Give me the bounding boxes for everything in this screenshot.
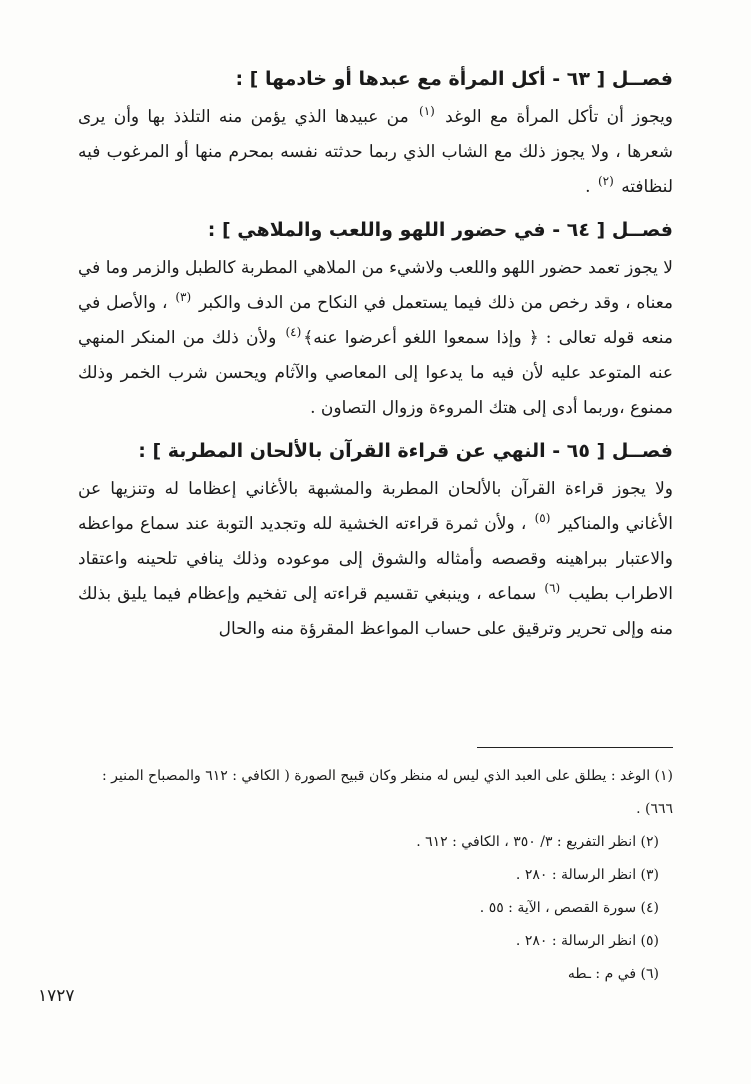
section-65 (78, 434, 673, 647)
footnote-1: (١) الوغد : يطلق على العبد الذي ليس له منظر وكان قبيح الصورة ( الكافي : ٦١٢ والمصباح المنير : ٦٦٦) . (102, 768, 673, 817)
text-run: من عبيدها الذي يؤمن منه التلذذ بها وأن يرى شعرها ، ولا يجوز ذلك مع الشاب الذي ربما حدثته نفسه بمحرم منها أو المرغوب فيه لنظافته (78, 107, 673, 197)
text-run: ولا يجوز قراءة القرآن بالألحان المطربة والمشبهة بالأغاني إعظاما له وتنزيها عن الأغاني والمناكير (78, 479, 674, 534)
heading-title: [ ٦٤ - في حضور اللهو واللعب والملاهي ] : (207, 219, 606, 241)
footnote-reference: (٦) (544, 581, 561, 596)
footnote-reference: (٥) (534, 511, 551, 526)
heading-fasl: فصــل (611, 68, 673, 90)
text-run: ، ولأن ثمرة قراءته الخشية لله وتجديد التوبة عند سماع مواعظه والاعتبار ببراهينه وقصصه وأمثاله والشوق إلى موعوده وذلك ينافي تلحينه واعتقاد الاطراب بطيب (78, 514, 673, 604)
footnote-6: (٦) في م : ـطه (567, 966, 659, 982)
footnote-2: (٢) انظر التفريع : ٣/ ٣٥٠ ، الكافي : ٦١٢ . (416, 834, 659, 850)
text-run: ولأن ذلك من المنكر المنهي عنه المتوعد عليه لأن فيه ما يدعوا إلى المعاصي والآثام ويحسن شرب الخمر وذلك ممنوع ،وربما أدى إلى هتك المروءة وزوال التصاون . (78, 328, 673, 418)
section-paragraph (78, 472, 673, 647)
footnote-reference: (٤) (285, 325, 302, 340)
text-run: سماعه ، وينبغي تقسيم قراءته إلى تفخيم وإعظام فيما يليق بذلك منه وإلى تحرير وترقيق على حساب المواعظ المقرؤة منه والحال (78, 584, 673, 639)
section-heading (78, 62, 673, 96)
footnote-divider (477, 747, 673, 748)
heading-fasl: فصــل (611, 440, 673, 462)
heading-title: [ ٦٥ - النهي عن قراءة القرآن بالألحان المطربة ] : (138, 440, 606, 462)
heading-title: [ ٦٣ - أكل المرأة مع عبدها أو خادمها ] : (235, 68, 606, 90)
text-run: ويجوز أن تأكل المرأة مع الوغد (445, 107, 674, 127)
footnotes (78, 760, 673, 991)
heading-fasl: فصــل (611, 219, 673, 241)
section-64 (78, 213, 673, 426)
text-run: لا يجوز تعمد حضور اللهو واللعب ولاشيء من الملاهي المطربة كالطبل والزمر وما في معناه ، وقد رخص من ذلك فيما يستعمل في النكاح من الدف والكبر (78, 258, 674, 313)
footnote-reference: (٢) (597, 174, 614, 189)
page-number: ١٧٢٧ (38, 986, 75, 1006)
footnote-reference: (٣) (175, 290, 192, 305)
text-run: . (585, 177, 591, 197)
footnote-5: (٥) انظر الرسالة : ٢٨٠ . (515, 933, 659, 949)
footnote-reference: (١) (419, 104, 435, 119)
footnote-3: (٣) انظر الرسالة : ٢٨٠ . (515, 867, 659, 883)
page-body (78, 62, 673, 655)
section-paragraph (78, 100, 673, 205)
section-heading (78, 434, 673, 468)
text-run: ، والأصل في منعه قوله تعالى : ﴿ وإذا سمعوا اللغو أعرضوا عنه﴾ (78, 293, 674, 348)
section-63 (78, 62, 673, 205)
section-paragraph (78, 251, 673, 426)
footnote-4: (٤) سورة القصص ، الآية : ٥٥ . (479, 900, 659, 916)
section-heading (78, 213, 673, 247)
